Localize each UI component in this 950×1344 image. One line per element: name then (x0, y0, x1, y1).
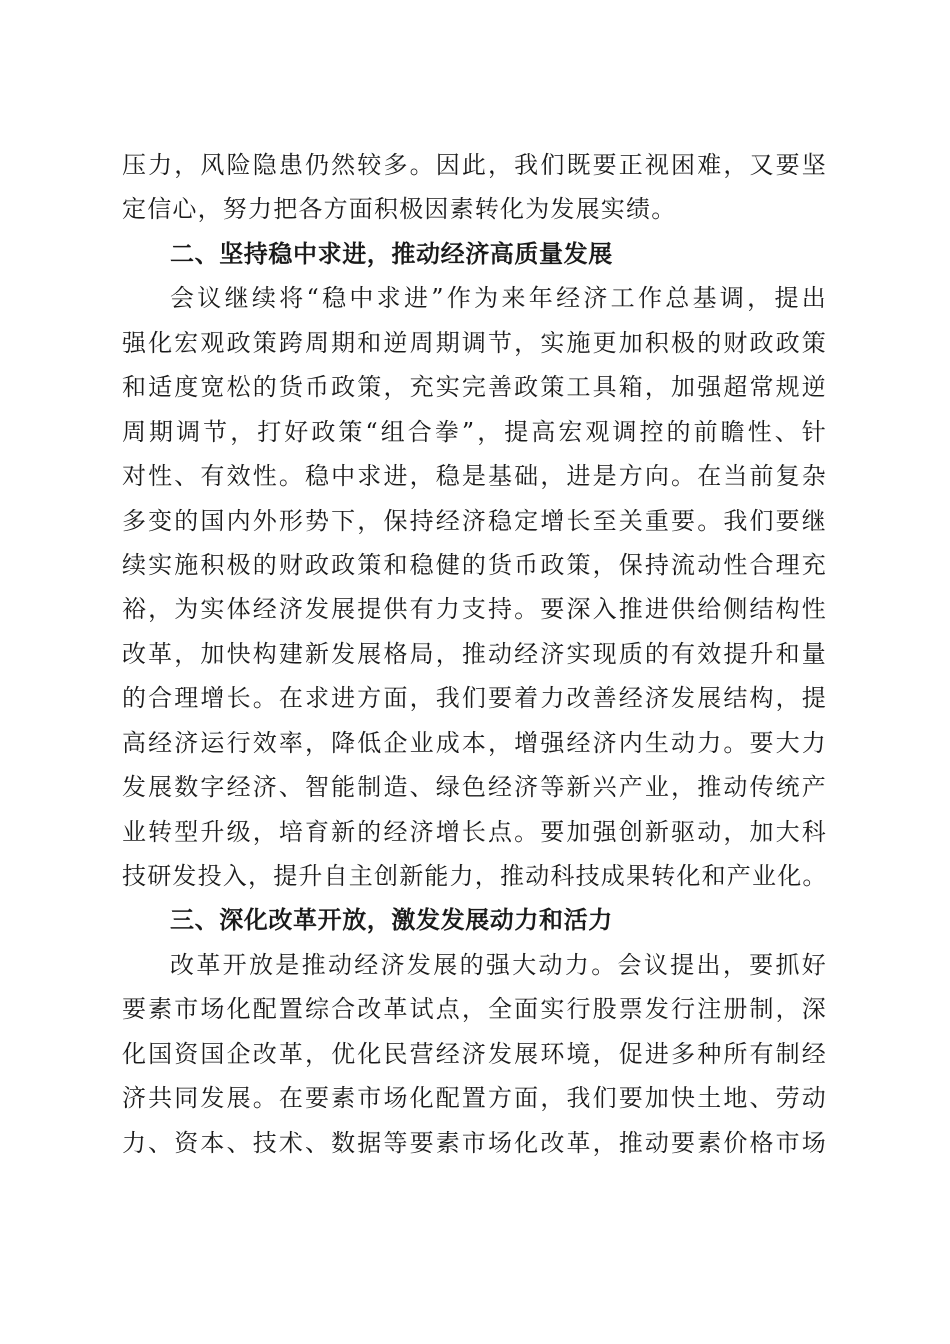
paragraph-line: 要素市场化配置综合改革试点，全面实行股票发行注册制，深 (122, 995, 827, 1024)
paragraph-line: 和适度宽松的货币政策，充实完善政策工具箱，加强超常规逆 (122, 373, 827, 402)
paragraph-line: 改革，加快构建新发展格局，推动经济实现质的有效提升和量 (122, 639, 827, 668)
paragraph-line: 济共同发展。在要素市场化配置方面，我们要加快土地、劳动 (122, 1084, 827, 1113)
paragraph-line: 裕，为实体经济发展提供有力支持。要深入推进供给侧结构性 (122, 595, 827, 624)
paragraph-line: 周期调节，打好政策“组合拳”，提高宏观调控的前瞻性、针 (122, 417, 827, 446)
paragraph-line: 对性、有效性。稳中求进，稳是基础，进是方向。在当前复杂 (122, 462, 827, 491)
paragraph-line: 的合理增长。在求进方面，我们要着力改善经济发展结构，提 (122, 684, 827, 713)
paragraph-line: 力、资本、技术、数据等要素市场化改革，推动要素价格市场 (122, 1128, 827, 1157)
paragraph-line: 会议继续将“稳中求进”作为来年经济工作总基调，提出 (170, 284, 827, 313)
section-heading: 二、坚持稳中求进，推动经济高质量发展 (170, 239, 613, 268)
document-body (122, 143, 827, 1165)
paragraph-line: 定信心，努力把各方面积极因素转化为发展实绩。 (122, 195, 677, 224)
paragraph-line: 多变的国内外形势下，保持经济稳定增长至关重要。我们要继 (122, 506, 827, 535)
paragraph-line: 强化宏观政策跨周期和逆周期调节，实施更加积极的财政政策 (122, 328, 827, 357)
paragraph-line: 续实施积极的财政政策和稳健的货币政策，保持流动性合理充 (122, 550, 827, 579)
paragraph-line: 化国资国企改革，优化民营经济发展环境，促进多种所有制经 (122, 1039, 827, 1068)
paragraph-line: 业转型升级，培育新的经济增长点。要加强创新驱动，加大科 (122, 817, 827, 846)
paragraph-line: 高经济运行效率，降低企业成本，增强经济内生动力。要大力 (122, 728, 827, 757)
paragraph-line: 改革开放是推动经济发展的强大动力。会议提出，要抓好 (170, 950, 827, 979)
paragraph-line: 发展数字经济、智能制造、绿色经济等新兴产业，推动传统产 (122, 773, 827, 802)
paragraph-line: 技研发投入，提升自主创新能力，推动科技成果转化和产业化。 (122, 862, 828, 890)
section-heading: 三、深化改革开放，激发发展动力和活力 (170, 906, 613, 935)
paragraph-line: 压力，风险隐患仍然较多。因此，我们既要正视困难，又要坚 (122, 151, 827, 179)
